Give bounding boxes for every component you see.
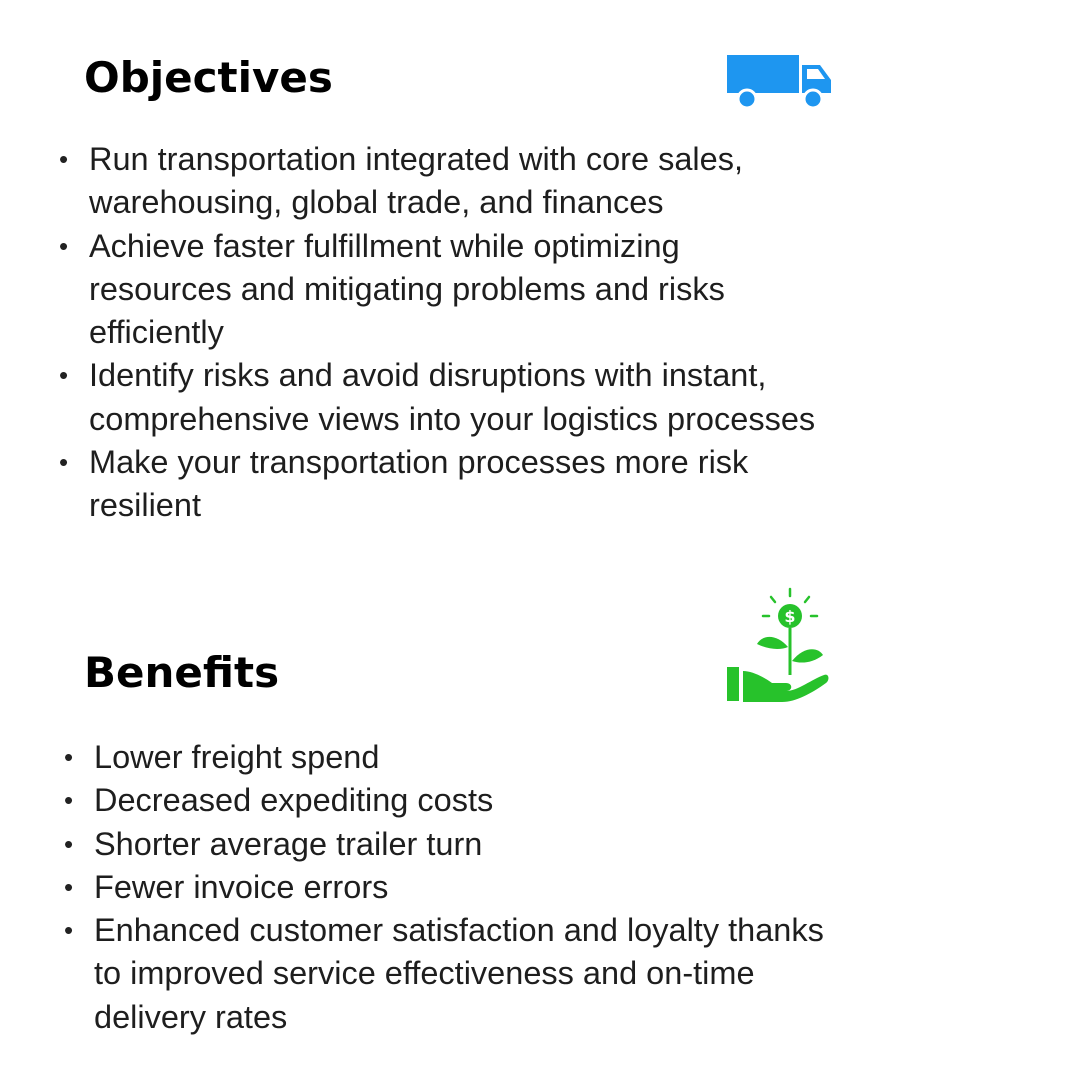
objectives-list <box>59 138 829 528</box>
bullet-icon: • <box>59 447 69 478</box>
bullet-icon: • <box>64 742 74 772</box>
bullet-icon: • <box>64 871 74 902</box>
benefits-heading: Benefits <box>84 648 280 697</box>
bullet-icon: • <box>59 144 69 174</box>
list-item <box>64 736 834 779</box>
list-item-text: Shorter average trailer turn <box>94 825 483 862</box>
list-item <box>64 909 834 1039</box>
list-item <box>59 225 829 355</box>
list-item-text: Enhanced customer satisfaction and loyalty thanks to improved service effectiveness and on-time delivery rates <box>94 912 824 1035</box>
list-item-text: Fewer invoice errors <box>94 868 389 905</box>
bullet-icon: • <box>64 828 74 859</box>
bullet-icon: • <box>64 915 74 946</box>
objectives-heading: Objectives <box>84 53 333 102</box>
svg-text:$: $ <box>784 607 796 626</box>
list-item <box>59 138 829 225</box>
list-item-text: Lower freight spend <box>94 739 380 775</box>
list-item-text: Identify risks and avoid disruptions with instant, comprehensive views into your logistics processes <box>89 357 816 437</box>
list-item-text: Make your transportation processes more risk resilient <box>89 444 749 524</box>
list-item <box>64 866 834 909</box>
list-item-text: Achieve faster fulfillment while optimizing resources and mitigating problems and risks efficiently <box>89 227 725 351</box>
list-item <box>64 779 834 822</box>
bullet-icon: • <box>59 230 69 261</box>
list-item-text: Decreased expediting costs <box>94 782 494 819</box>
bullet-icon: • <box>64 785 74 816</box>
list-item <box>59 354 829 441</box>
bullet-icon: • <box>59 360 69 391</box>
list-item <box>64 823 834 866</box>
benefits-list <box>64 736 834 1039</box>
truck-icon <box>727 53 831 109</box>
money-plant-hand-icon <box>726 587 830 703</box>
list-item-text: Run transportation integrated with core sales, warehousing, global trade, and finances <box>89 141 743 221</box>
list-item <box>59 441 829 528</box>
